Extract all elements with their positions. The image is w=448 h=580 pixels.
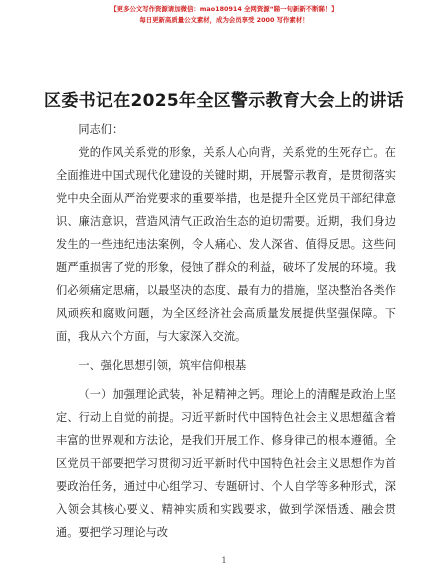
section-heading: 一、强化思想引领，筑牢信仰根基 [78,359,247,372]
page-number: 1 [221,556,227,565]
banner-line-2: 每日更新高质量公文素材，成为会员享受 2000 写作素材！ [139,16,309,24]
header-banner [0,4,448,26]
subsection-heading: （一）加强理论武装，补足精神之钙。 [78,388,272,401]
intro-paragraph: 党的作风关系党的形象，关系人心向背，关系党的生死存亡。在全面推进中国式现代化建设的关键时期，开展警示教育，是贯彻落实党中央全面从严治党要求的重要举措，也是提升全区党员干部纪律意识、廉洁意识，营造风清气正政治生态的迫切需要。近期，我们身边发生的一些违纪违法案例，令人痛心、发人深省、值得反思。这些问题严重损害了党的形象，侵蚀了群众的利益，破坏了发展的环境。我们必须痛定思痛，以最坚决的态度、最有力的措施，坚决整治各类作风顽疾和腐败问题，为全区经济社会高质量发展提供坚强保障。下面，我从六个方面，与大家深入交流。 [56,146,396,343]
subsection-paragraph [56,383,396,544]
document-title: 区委书记在2025年全区警示教育大会上的讲话 [44,91,404,111]
subsection-body: 理论上的清醒是政治上坚定、行动上自觉的前提。习近平新时代中国特色社会主义思想蕴含着丰富的世界观和方法论，是我们开展工作、修身律己的根本遵循。全区党员干部要把学习贯彻习近平新时代中国特色社会主义思想作为首要政治任务，通过中心组学习、专题研讨、个人自学等多种形式，深入领会其核心要义、精神实质和实践要求，做到学深悟透、融会贯通。要把学习理论与改 [56,388,396,539]
salutation: 同志们： [78,123,124,136]
banner-line-1: 【更多公文写作资源请加微信：mao180914 全网资源“睇一句新新不断睇！】 [110,5,338,13]
document-body [56,118,396,544]
